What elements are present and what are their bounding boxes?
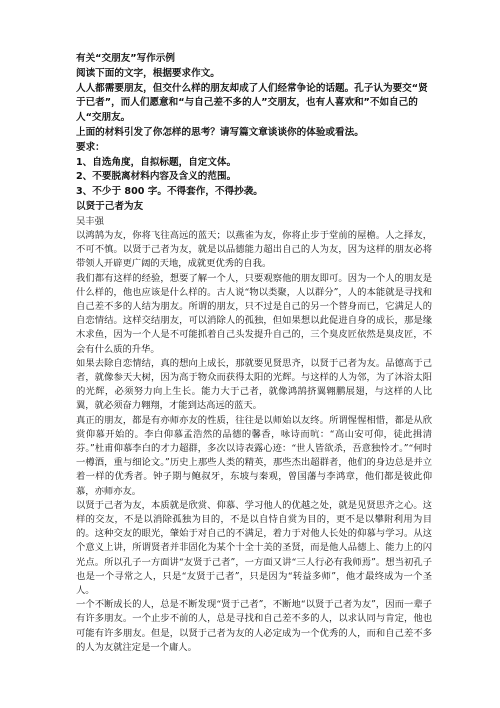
requirements-heading: 要求： — [76, 141, 105, 153]
essay-title: 以贤于己者为友 — [76, 200, 144, 212]
paragraph: 以贤于己者为友，本质就是欣赏、仰慕、学习他人的优越之处，就是见贤思齐之心。这样的交友，不是以消除孤独为目的，不是以自恃自赏为目的，更不是以攀附利用为目的。这种交友的眼光，肇始于对自己的不满足，着力于对他人长处的仰慕与学习。从这个意义上讲，所谓贤者并非固化为某个十全十美的圣贤，而是他人品德上、能力上的闪光点。所以孔子一方面讲“友贤于己者”，一方面又讲“三人行必有我师焉”。想当初孔子也是一个寻常之人，只是“友贤于己者”，只是因为“转益多师”，他才最终成为一个圣人。 — [76, 499, 432, 597]
essay-author: 吴丰强 — [76, 215, 104, 227]
prompt-section — [76, 52, 432, 215]
paragraph: 如果去除自恋情结，真的想向上成长，那就要见贤思齐，以贤于己者为友。品德高于己者，就像参天大树，因为高于物众而获得太阳的光辉。与这样的人为邻，为了沐浴太阳的光辉，必须努力向上生长。能力大于己者，就像鸿鹄挤翼翱鹏展翅，与这样的人比翼，就必须奋力翱翔，才能到达高远的蓝天。 — [76, 357, 432, 412]
instruction: 阅读下面的文字，根据要求作文。 — [76, 67, 220, 79]
prompt-text: 人人都需要朋友，但交什么样的朋友却成了人们经常争论的话题。孔子认为要交“贤于已者”，而人们愿意和“与自己差不多的人”交朋友，也有人喜欢和”不如自己的人“交朋友。 — [76, 82, 428, 124]
requirement-1: 1、自选角度，自拟标题，自定文体。 — [76, 156, 237, 168]
paragraph: 真正的朋友，都是有亦师亦友的性质，往往是以师始以友终。所谓惺惺相惜，都是从欣赏仰慕开始的。李白仰慕孟浩然的品德的馨香，咏诗而吭：“高山安可仰，徒此揖清芬。”杜甫仰慕李白的才力超群，多次以诗表露心迹：“世人皆欲杀，吾意独怜才。”“何时一樽酒，重与细论文。”历史上那些人类的精英，那些杰出超群者，他们的身边总是并立着一样的优秀者。钟子期与鲍叔牙，东坡与秦观，曾国藩与李鸿章，他们都是彼此仰慕，亦师亦友。 — [76, 414, 432, 497]
document-page — [76, 52, 432, 655]
paragraph: 一个不断成长的人，总是不断发现“贤于己者”，不断地“以贤于己者为友”，因而一辈子有许多朋友。一个止步不前的人，总是寻找和自己差不多的人，以求认同与肯定，他也可能有许多朋友。但是，以贤于己者为友的人必定成为一个优秀的人，而和自己差不多的人为友就注定是一个庸人。 — [76, 599, 432, 653]
requirement-2: 2、不要脱离材料内容及含义的范围。 — [76, 171, 237, 183]
paragraph: 我们都有这样的经验，想要了解一个人，只要观察他的朋友即可。因为一个人的朋友是什么样的，他也应该是什么样的。古人说“物以类聚，人以群分”，人的本能就是寻找和自己差不多的人结为朋友。所谓的朋友，只不过是自己的另一个替身而已，它满足人的自恋情结。这样交结朋友，可以消除人的孤独，但如果想以此促进自身的成长，那是缘木求鱼，因为一个人是不可能抓着自己头发提升自己的，三个臭皮匠依然是臭皮匠，不会有什么质的升华。 — [76, 272, 432, 355]
requirement-3: 3、不少于 800 字。不得套作，不得抄袭。 — [76, 186, 263, 198]
paragraph: 以鸿鹄为友，你将飞往高远的蓝天；以燕雀为友，你将止步于堂前的屋檐。人之择友，不可不慎。以贤于己者为友，就是以品德能力超出自己的人为友，因为这样的朋友必将带领人开辟更广阔的天地，成就更优秀的自我。 — [76, 229, 432, 270]
question-text: 上面的材料引发了你怎样的思考？请写篇文章谈谈你的体验或看法。 — [76, 126, 364, 138]
essay-body — [76, 215, 432, 655]
doc-title: 有关“交朋友”写作示例 — [76, 53, 175, 64]
